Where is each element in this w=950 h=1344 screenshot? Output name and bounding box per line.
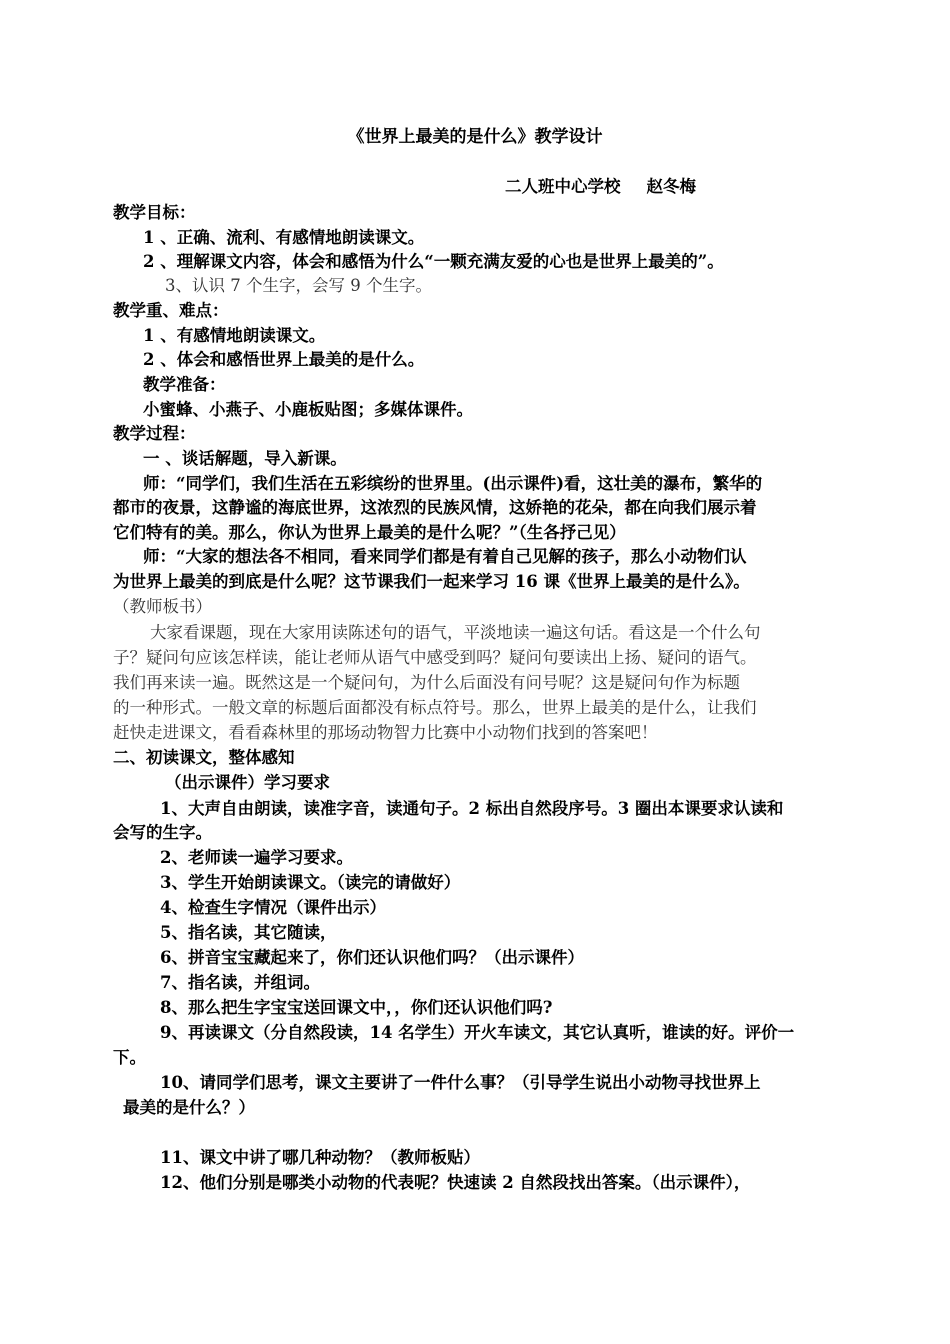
document-title: 《世界上最美的是什么》教学设计 — [347, 127, 603, 147]
list-item: 7、指名读，并组词。 — [160, 973, 320, 992]
list-item: 6、拼音宝宝藏起来了，你们还认识他们吗？（出示课件） — [160, 948, 584, 967]
section-heading: 教学准备： — [143, 375, 226, 394]
paragraph-line: 大家看课题，现在大家用读陈述句的语气，平淡地读一遍这句话。看这是一个什么句 — [150, 623, 761, 642]
paragraph-line: 师：“大家的想法各不相同，看来同学们都是有着自己见解的孩子，那么小动物们认 — [143, 547, 747, 566]
paragraph-line: 的一种形式。一般文章的标题后面都没有标点符号。那么，世界上最美的是什么，让我们 — [113, 698, 757, 717]
section-heading: 二、初读课文，整体感知 — [113, 748, 295, 767]
paragraph-line: 3、认识 7 个生字，会写 9 个生字。 — [165, 276, 432, 295]
paragraph-line: 师：“同学们，我们生活在五彩缤纷的世界里。(出示课件)看，这壮美的瀑布，繁华的 — [143, 474, 763, 493]
paragraph-line: 都市的夜景，这静谧的海底世界，这浓烈的民族风情，这娇艳的花朵，都在向我们展示着 — [113, 498, 757, 517]
list-item: 10、请同学们思考，课文主要讲了一件什么事？（引导学生说出小动物寻找世界上 — [160, 1073, 761, 1092]
paragraph-line: 2 、理解课文内容，体会和感悟为什么“一颗充满友爱的心也是世界上最美的”。 — [143, 252, 724, 271]
paragraph-line: 2 、体会和感悟世界上最美的是什么。 — [143, 350, 425, 369]
list-item: 下。 — [113, 1048, 146, 1067]
paragraph-line: 一 、谈话解题，导入新课。 — [143, 449, 347, 468]
list-item: 1、大声自由朗读，读准字音，读通句子。2 标出自然段序号。3 圈出本课要求认读和 — [160, 799, 784, 818]
section-heading: 教学重、难点： — [113, 301, 229, 320]
paragraph-line: 子？疑问句应该怎样读，能让老师从语气中感受到吗？疑问句要读出上扬、疑问的语气。 — [113, 648, 757, 667]
paragraph-line: 为世界上最美的到底是什么呢？这节课我们一起来学习 16 课《世界上最美的是什么》。 — [113, 572, 750, 591]
paragraph-line: （教师板书） — [113, 597, 212, 616]
author-name: 赵冬梅 — [646, 177, 696, 196]
list-item: 会写的生字。 — [113, 823, 212, 842]
paragraph-line: 小蜜蜂、小燕子、小鹿板贴图；多媒体课件。 — [143, 400, 473, 419]
list-item: 11、课文中讲了哪几种动物？（教师板贴） — [160, 1148, 480, 1167]
list-item: 8、那么把生字宝宝送回课文中，，你们还认识他们吗? — [160, 998, 553, 1017]
section-heading: 教学目标： — [113, 203, 196, 222]
paragraph-line: 赶快走进课文，看看森林里的那场动物智力比赛中小动物们找到的答案吧！ — [113, 723, 658, 742]
list-item: 5、指名读，其它随读， — [160, 923, 337, 942]
list-item: 最美的是什么？） — [123, 1098, 255, 1117]
list-item: 4、检查生字情况（课件出示） — [160, 898, 386, 917]
paragraph-line: 它们特有的美。那么，你认为世界上最美的是什么呢？”（生各抒己见） — [113, 523, 626, 542]
list-item: 2、老师读一遍学习要求。 — [160, 848, 353, 867]
list-item: 3、学生开始朗读课文。（读完的请做好） — [160, 873, 461, 892]
paragraph-line: 1 、正确、流利、有感情地朗读课文。 — [143, 228, 425, 247]
list-item: 9、再读课文（分自然段读，14 名学生）开火车读文，其它认真听，谁读的好。评价一 — [160, 1023, 795, 1042]
school-name: 二人班中心学校 — [505, 177, 621, 196]
section-heading: 教学过程： — [113, 424, 196, 443]
paragraph-line: 我们再来读一遍。既然这是一个疑问句，为什么后面没有问号呢？这是疑问句作为标题 — [113, 673, 740, 692]
paragraph-line: （出示课件）学习要求 — [165, 773, 330, 792]
list-item: 12、他们分别是哪类小动物的代表呢？快速读 2 自然段找出答案。（出示课件）， — [160, 1173, 751, 1192]
paragraph-line: 1 、有感情地朗读课文。 — [143, 326, 326, 345]
author-line — [505, 175, 696, 199]
